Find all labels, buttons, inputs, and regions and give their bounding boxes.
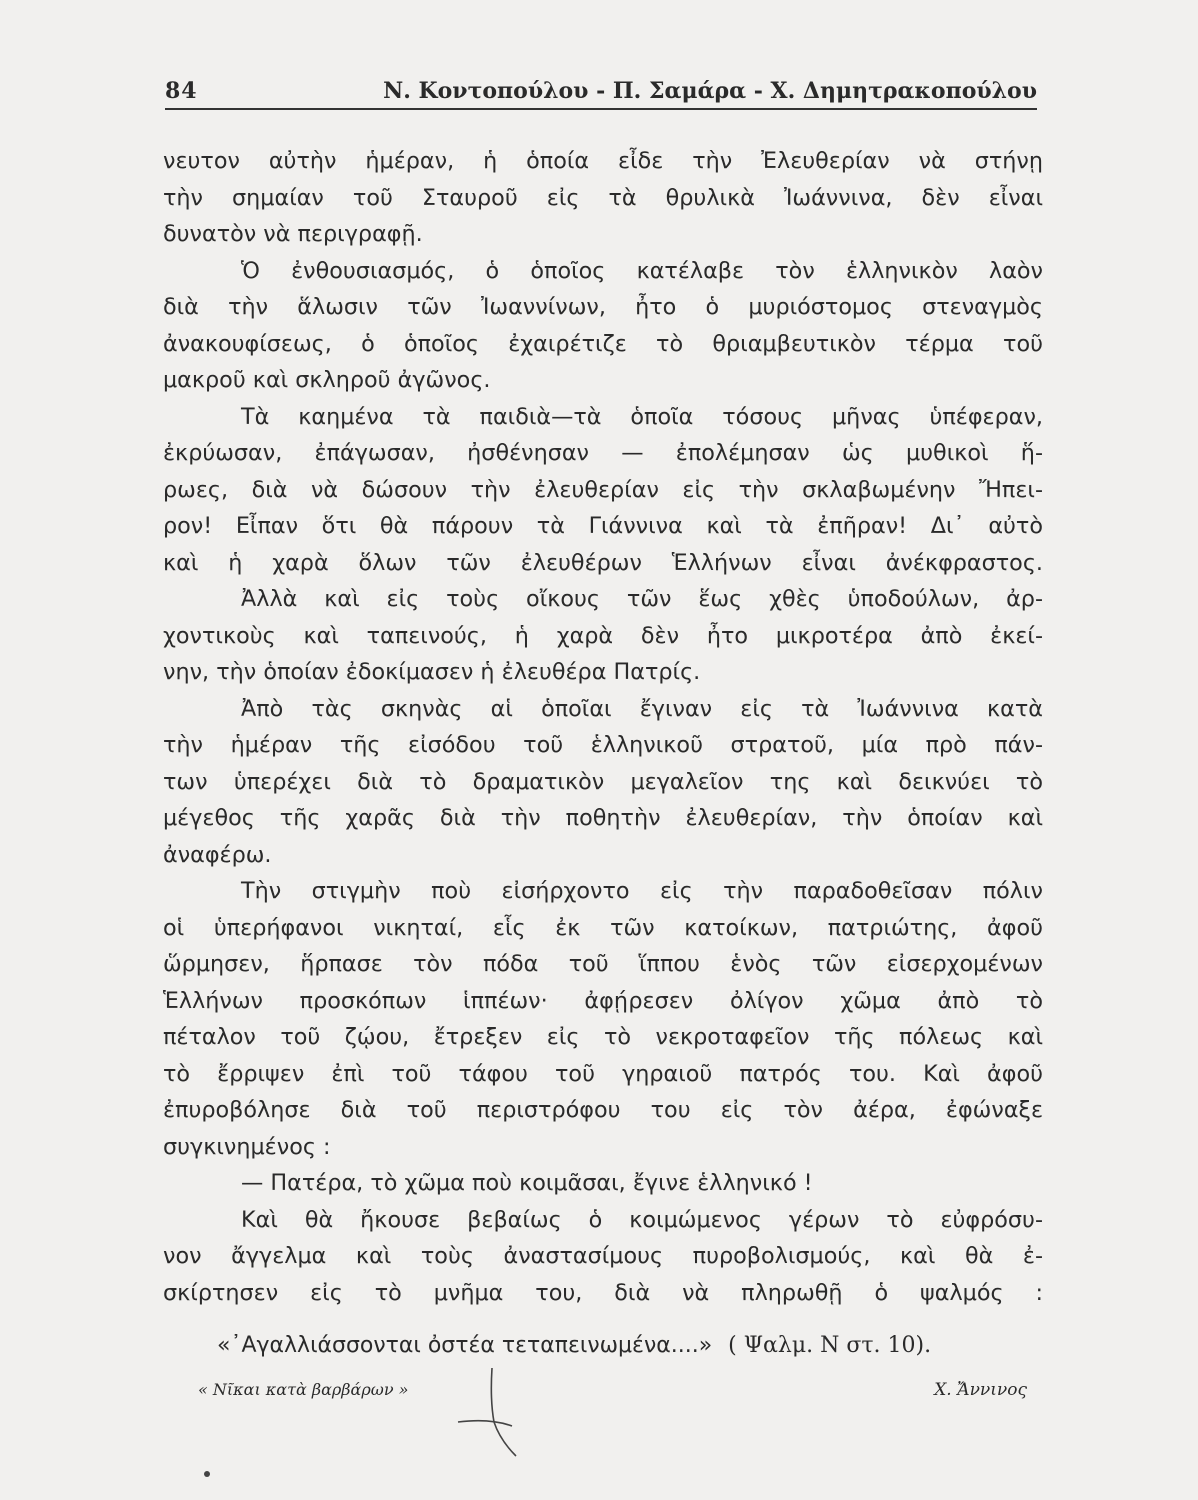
- text-line: ἀνακουφίσεως, ὁ ὁποῖος ἐχαιρέτιζε τὸ θριαμβευτικὸν τέρμα τοῦ: [163, 330, 1043, 357]
- text-line: νον ἄγγελμα καὶ τοὺς ἀναστασίμους πυροβολισμούς, καὶ θὰ ἐ-: [163, 1243, 1043, 1269]
- body-text: [163, 143, 1043, 1311]
- text-line: ρον! Εἶπαν ὅτι θὰ πάρουν τὰ Γιάννινα καὶ τὰ ἐπῆραν! Δι᾽ αὐτὸ: [163, 513, 1043, 539]
- text-line: ὥρμησεν, ἥρπασε τὸν πόδα τοῦ ἵππου ἑνὸς τῶν εἰσερχομένων: [163, 951, 1043, 977]
- text-line: ἀναφέρω.: [163, 841, 272, 868]
- text-line: Τὰ καημένα τὰ παιδιὰ—τὰ ὁποῖα τόσους μῆνας ὑπέφεραν,: [241, 403, 1043, 430]
- text-line: ἐπυροβόλησε διὰ τοῦ περιστρόφου του εἰς τὸν ἀέρα, ἐφώναξε: [163, 1097, 1043, 1123]
- text-line: Ἀλλὰ καὶ εἰς τοὺς οἴκους τῶν ἕως χθὲς ὑποδούλων, ἀρ-: [241, 586, 1043, 612]
- text-line: χοντικοὺς καὶ ταπεινούς, ἡ χαρὰ δὲν ἦτο μικροτέρα ἀπὸ ἐκεί-: [163, 622, 1043, 649]
- text-line: δυνατὸν νὰ περιγραφῇ.: [163, 221, 423, 247]
- text-line: των ὑπερέχει διὰ τὸ δραματικὸν μεγαλεῖον της καὶ δεικνύει τὸ: [163, 768, 1043, 795]
- text-line: μέγεθος τῆς χαρᾶς διὰ τὴν ποθητὴν ἐλευθερίαν, τὴν ὁποίαν καὶ: [163, 805, 1043, 831]
- quote-text: «᾽Αγαλλιάσσονται ὀστέα τεταπεινωμένα....»: [217, 1333, 713, 1358]
- text-line: διὰ τὴν ἅλωσιν τῶν Ἰωαννίνων, ἦτο ὁ μυριόστομος στεναγμὸς: [163, 294, 1043, 320]
- quote-reference: ( Ψαλμ. Ν στ. 10).: [728, 1333, 932, 1358]
- text-line: οἱ ὑπερήφανοι νικηταί, εἷς ἐκ τῶν κατοίκων, πατριώτης, ἀφοῦ: [163, 914, 1043, 941]
- text-line: Ὁ ἐνθουσιασμός, ὁ ὁποῖος κατέλαβε τὸν ἑλληνικὸν λαὸν: [241, 257, 1043, 284]
- text-line: — Πατέρα, τὸ χῶμα ποὺ κοιμᾶσαι, ἔγινε ἑλληνικό !: [241, 1170, 813, 1196]
- source-author: Χ. Ἄννινος: [934, 1380, 1027, 1400]
- text-line: ἐκρύωσαν, ἐπάγωσαν, ἠσθένησαν — ἐπολέμησαν ὡς μυθικοὶ ἥ-: [163, 440, 1043, 466]
- text-line: νευτον αὐτὴν ἡμέραν, ἡ ὁποία εἶδε τὴν Ἐλευθερίαν νὰ στήνῃ: [163, 148, 1043, 174]
- text-line: τὴν σημαίαν τοῦ Σταυροῦ εἰς τὰ θρυλικὰ Ἰωάννινα, δὲν εἶναι: [163, 184, 1043, 211]
- text-line: νην, τὴν ὁποίαν ἐδοκίμασεν ἡ ἐλευθέρα Πατρίς.: [163, 659, 701, 685]
- running-head: Ν. Κοντοπούλου - Π. Σαμάρα - Χ. Δημητρακοπούλου: [383, 78, 1037, 104]
- page-header: [165, 78, 1037, 110]
- text-line: τὸ ἔρριψεν ἐπὶ τοῦ τάφου τοῦ γηραιοῦ πατρός του. Καὶ ἀφοῦ: [163, 1060, 1043, 1087]
- page-number: 84: [165, 78, 198, 104]
- text-line: Καὶ θὰ ἤκουσε βεβαίως ὁ κοιμώμενος γέρων τὸ εὐφρόσυ-: [241, 1206, 1043, 1233]
- text-line: συγκινημένος :: [163, 1133, 331, 1160]
- text-line: Ἑλλήνων προσκόπων ἱππέων· ἀφῄρεσεν ὀλίγον χῶμα ἀπὸ τὸ: [163, 987, 1043, 1014]
- handwritten-cross-mark: [440, 1360, 540, 1460]
- text-line: τὴν ἡμέραν τῆς εἰσόδου τοῦ ἑλληνικοῦ στρατοῦ, μία πρὸ πάν-: [163, 732, 1043, 758]
- text-line: σκίρτησεν εἰς τὸ μνῆμα του, διὰ νὰ πληρωθῇ ὁ ψαλμός :: [163, 1279, 1043, 1306]
- text-line: πέταλον τοῦ ζῴου, ἔτρεξεν εἰς τὸ νεκροταφεῖον τῆς πόλεως καὶ: [163, 1024, 1043, 1050]
- source-work: « Νῖκαι κατὰ βαρβάρων »: [198, 1380, 409, 1399]
- text-line: μακροῦ καὶ σκληροῦ ἀγῶνος.: [163, 367, 491, 393]
- text-line: ρωες, διὰ νὰ δώσουν τὴν ἐλευθερίαν εἰς τὴν σκλαβωμένην Ἤπει-: [163, 476, 1043, 503]
- text-line: Ἀπὸ τὰς σκηνὰς αἱ ὁποῖαι ἔγιναν εἰς τὰ Ἰωάννινα κατὰ: [241, 695, 1043, 722]
- ink-dot: [204, 1471, 210, 1477]
- text-line: Τὴν στιγμὴν ποὺ εἰσήρχοντο εἰς τὴν παραδοθεῖσαν πόλιν: [241, 878, 1043, 904]
- text-line: καὶ ἡ χαρὰ ὅλων τῶν ἐλευθέρων Ἑλλήνων εἶναι ἀνέκφραστος.: [163, 549, 1043, 576]
- psalm-quote: [217, 1333, 977, 1358]
